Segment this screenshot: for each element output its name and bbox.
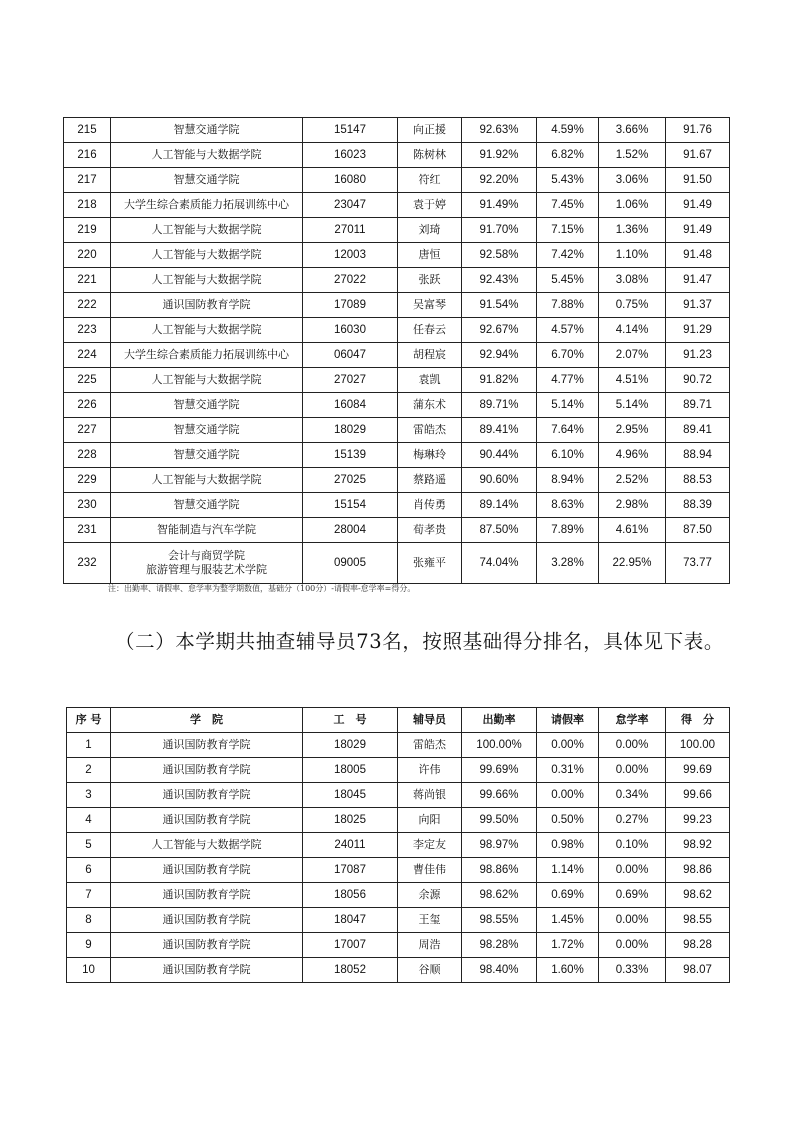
cell-attendance: 91.54% [462, 293, 537, 318]
cell-leave: 8.94% [537, 468, 599, 493]
table-row [67, 883, 730, 908]
cell-college: 通识国防教育学院 [111, 293, 303, 318]
table-row [64, 468, 730, 493]
cell-leave: 6.82% [537, 143, 599, 168]
cell-rank: 228 [64, 443, 111, 468]
cell-id: 18056 [303, 883, 398, 908]
cell-absence: 0.75% [599, 293, 666, 318]
cell-attendance: 98.55% [462, 908, 537, 933]
cell-score: 98.55 [666, 908, 730, 933]
cell-attendance: 98.28% [462, 933, 537, 958]
table-note: 注：出勤率、请假率、怠学率为整学期数值，基础分（100分）-请假率-怠学率=得分。 [108, 584, 416, 593]
header-rank: 序 号 [67, 708, 111, 733]
cell-score: 98.28 [666, 933, 730, 958]
cell-attendance: 92.67% [462, 318, 537, 343]
cell-score: 100.00 [666, 733, 730, 758]
cell-college: 通识国防教育学院 [111, 783, 303, 808]
cell-name: 谷顺 [398, 958, 462, 983]
cell-score: 99.69 [666, 758, 730, 783]
cell-attendance: 91.92% [462, 143, 537, 168]
cell-absence: 0.10% [599, 833, 666, 858]
table-row [67, 958, 730, 983]
table-row [67, 858, 730, 883]
cell-name: 许伟 [398, 758, 462, 783]
cell-score: 98.07 [666, 958, 730, 983]
cell-score: 99.23 [666, 808, 730, 833]
cell-leave: 0.50% [537, 808, 599, 833]
cell-leave: 7.15% [537, 218, 599, 243]
cell-college: 通识国防教育学院 [111, 758, 303, 783]
cell-score: 90.72 [666, 368, 730, 393]
cell-leave: 1.60% [537, 958, 599, 983]
cell-attendance: 91.82% [462, 368, 537, 393]
table-row [67, 808, 730, 833]
cell-leave: 6.10% [537, 443, 599, 468]
cell-leave: 5.14% [537, 393, 599, 418]
cell-name: 李定友 [398, 833, 462, 858]
cell-id: 16030 [303, 318, 398, 343]
cell-college: 通识国防教育学院 [111, 808, 303, 833]
cell-absence: 0.27% [599, 808, 666, 833]
cell-attendance: 89.71% [462, 393, 537, 418]
cell-id: 27011 [303, 218, 398, 243]
table-header-row [67, 708, 730, 733]
cell-id: 18029 [303, 418, 398, 443]
cell-id: 15154 [303, 493, 398, 518]
cell-attendance: 92.58% [462, 243, 537, 268]
cell-leave: 7.88% [537, 293, 599, 318]
cell-name: 蒲东术 [398, 393, 462, 418]
cell-college: 智慧交通学院 [111, 168, 303, 193]
cell-name: 蔡路遥 [398, 468, 462, 493]
cell-absence: 4.61% [599, 518, 666, 543]
cell-attendance: 89.14% [462, 493, 537, 518]
cell-college: 智慧交通学院 [111, 418, 303, 443]
cell-college: 通识国防教育学院 [111, 858, 303, 883]
cell-rank: 227 [64, 418, 111, 443]
cell-name: 周浩 [398, 933, 462, 958]
cell-rank: 223 [64, 318, 111, 343]
cell-attendance: 90.44% [462, 443, 537, 468]
cell-leave: 0.31% [537, 758, 599, 783]
header-absence: 怠学率 [599, 708, 666, 733]
cell-attendance: 92.63% [462, 118, 537, 143]
cell-leave: 4.77% [537, 368, 599, 393]
cell-rank: 5 [67, 833, 111, 858]
cell-leave: 1.14% [537, 858, 599, 883]
table-row [64, 168, 730, 193]
cell-college: 智慧交通学院 [111, 443, 303, 468]
cell-score: 91.47 [666, 268, 730, 293]
cell-attendance: 92.20% [462, 168, 537, 193]
cell-id: 18025 [303, 808, 398, 833]
table-row [67, 733, 730, 758]
cell-name: 余源 [398, 883, 462, 908]
cell-leave: 7.42% [537, 243, 599, 268]
cell-attendance: 99.66% [462, 783, 537, 808]
cell-leave: 6.70% [537, 343, 599, 368]
cell-attendance: 100.00% [462, 733, 537, 758]
table-row [64, 518, 730, 543]
cell-id: 18047 [303, 908, 398, 933]
cell-id: 15147 [303, 118, 398, 143]
cell-score: 91.29 [666, 318, 730, 343]
cell-college: 智慧交通学院 [111, 118, 303, 143]
header-id: 工 号 [303, 708, 398, 733]
cell-id: 18045 [303, 783, 398, 808]
cell-absence: 2.95% [599, 418, 666, 443]
cell-rank: 10 [67, 958, 111, 983]
cell-attendance: 99.50% [462, 808, 537, 833]
cell-college: 通识国防教育学院 [111, 733, 303, 758]
cell-absence: 3.66% [599, 118, 666, 143]
cell-id: 09005 [303, 543, 398, 584]
cell-id: 06047 [303, 343, 398, 368]
table-row [64, 368, 730, 393]
cell-absence: 0.00% [599, 933, 666, 958]
table-row [64, 393, 730, 418]
cell-leave: 0.98% [537, 833, 599, 858]
cell-attendance: 98.86% [462, 858, 537, 883]
cell-name: 荀孝贵 [398, 518, 462, 543]
cell-id: 24011 [303, 833, 398, 858]
cell-name: 张跃 [398, 268, 462, 293]
cell-score: 88.53 [666, 468, 730, 493]
cell-name: 唐恒 [398, 243, 462, 268]
cell-score: 98.62 [666, 883, 730, 908]
cell-leave: 5.45% [537, 268, 599, 293]
cell-college: 人工智能与大数据学院 [111, 468, 303, 493]
section-paragraph: （二）本学期共抽查辅导员73名，按照基础得分排名，具体见下表。 [115, 630, 724, 653]
cell-attendance: 98.40% [462, 958, 537, 983]
cell-leave: 5.43% [537, 168, 599, 193]
cell-college: 通识国防教育学院 [111, 883, 303, 908]
cell-id: 28004 [303, 518, 398, 543]
cell-absence: 0.33% [599, 958, 666, 983]
table-row [64, 118, 730, 143]
cell-rank: 216 [64, 143, 111, 168]
cell-leave: 4.57% [537, 318, 599, 343]
cell-rank: 1 [67, 733, 111, 758]
cell-rank: 224 [64, 343, 111, 368]
header-college: 学 院 [111, 708, 303, 733]
cell-college: 人工智能与大数据学院 [111, 368, 303, 393]
cell-rank: 7 [67, 883, 111, 908]
cell-college: 大学生综合素质能力拓展训练中心 [111, 343, 303, 368]
cell-college: 人工智能与大数据学院 [111, 318, 303, 343]
table-row [67, 758, 730, 783]
cell-absence: 1.10% [599, 243, 666, 268]
header-attendance: 出勤率 [462, 708, 537, 733]
cell-id: 17089 [303, 293, 398, 318]
cell-attendance: 74.04% [462, 543, 537, 584]
cell-leave: 1.72% [537, 933, 599, 958]
cell-name: 胡程宸 [398, 343, 462, 368]
cell-college [111, 543, 303, 584]
cell-score: 91.48 [666, 243, 730, 268]
cell-rank: 221 [64, 268, 111, 293]
cell-absence: 0.00% [599, 858, 666, 883]
cell-rank: 225 [64, 368, 111, 393]
cell-score: 88.94 [666, 443, 730, 468]
table-row [64, 343, 730, 368]
table-row [64, 143, 730, 168]
cell-absence: 1.36% [599, 218, 666, 243]
cell-id: 16080 [303, 168, 398, 193]
cell-rank: 230 [64, 493, 111, 518]
cell-score: 91.23 [666, 343, 730, 368]
cell-id: 17007 [303, 933, 398, 958]
cell-college: 大学生综合素质能力拓展训练中心 [111, 193, 303, 218]
table-row [64, 218, 730, 243]
cell-leave: 0.00% [537, 733, 599, 758]
cell-score: 89.71 [666, 393, 730, 418]
cell-college: 智慧交通学院 [111, 493, 303, 518]
cell-name: 符红 [398, 168, 462, 193]
cell-name: 雷皓杰 [398, 418, 462, 443]
cell-absence: 3.06% [599, 168, 666, 193]
cell-score: 88.39 [666, 493, 730, 518]
cell-score: 91.76 [666, 118, 730, 143]
cell-absence: 2.52% [599, 468, 666, 493]
cell-name: 陈树林 [398, 143, 462, 168]
cell-rank: 231 [64, 518, 111, 543]
cell-rank: 220 [64, 243, 111, 268]
table-row [64, 493, 730, 518]
cell-attendance: 87.50% [462, 518, 537, 543]
cell-id: 16023 [303, 143, 398, 168]
cell-rank: 217 [64, 168, 111, 193]
cell-attendance: 98.62% [462, 883, 537, 908]
cell-name: 雷皓杰 [398, 733, 462, 758]
cell-rank: 232 [64, 543, 111, 584]
cell-id: 23047 [303, 193, 398, 218]
cell-college: 智能制造与汽车学院 [111, 518, 303, 543]
cell-rank: 6 [67, 858, 111, 883]
cell-leave: 3.28% [537, 543, 599, 584]
cell-rank: 3 [67, 783, 111, 808]
cell-college: 人工智能与大数据学院 [111, 268, 303, 293]
cell-leave: 0.69% [537, 883, 599, 908]
cell-rank: 9 [67, 933, 111, 958]
cell-leave: 8.63% [537, 493, 599, 518]
table-row [64, 193, 730, 218]
table-row [64, 543, 730, 584]
cell-attendance: 92.94% [462, 343, 537, 368]
cell-name: 向阳 [398, 808, 462, 833]
cell-college: 人工智能与大数据学院 [111, 243, 303, 268]
table-row [64, 418, 730, 443]
cell-absence: 5.14% [599, 393, 666, 418]
cell-name: 张雍平 [398, 543, 462, 584]
cell-leave: 1.45% [537, 908, 599, 933]
cell-id: 15139 [303, 443, 398, 468]
cell-college: 智慧交通学院 [111, 393, 303, 418]
cell-absence: 4.51% [599, 368, 666, 393]
cell-attendance: 89.41% [462, 418, 537, 443]
table-row [67, 908, 730, 933]
table-row [67, 933, 730, 958]
cell-score: 89.41 [666, 418, 730, 443]
cell-name: 王玺 [398, 908, 462, 933]
cell-college-line1: 会计与商贸学院 [168, 549, 245, 562]
ranking-table-continued [63, 117, 730, 584]
cell-id: 16084 [303, 393, 398, 418]
cell-college-line2: 旅游管理与服装艺术学院 [146, 563, 267, 576]
cell-rank: 226 [64, 393, 111, 418]
cell-college: 通识国防教育学院 [111, 908, 303, 933]
header-leave: 请假率 [537, 708, 599, 733]
cell-absence: 0.00% [599, 908, 666, 933]
cell-rank: 4 [67, 808, 111, 833]
cell-college: 通识国防教育学院 [111, 933, 303, 958]
cell-attendance: 90.60% [462, 468, 537, 493]
cell-score: 91.37 [666, 293, 730, 318]
cell-attendance: 91.70% [462, 218, 537, 243]
cell-score: 91.49 [666, 193, 730, 218]
cell-id: 18029 [303, 733, 398, 758]
counselor-ranking-table [66, 707, 730, 983]
cell-score: 98.86 [666, 858, 730, 883]
cell-college: 人工智能与大数据学院 [111, 833, 303, 858]
cell-name: 任春云 [398, 318, 462, 343]
table-row [64, 293, 730, 318]
table-row [67, 833, 730, 858]
cell-id: 17087 [303, 858, 398, 883]
cell-id: 27022 [303, 268, 398, 293]
cell-name: 肖传勇 [398, 493, 462, 518]
cell-score: 91.49 [666, 218, 730, 243]
cell-absence: 0.69% [599, 883, 666, 908]
ranking-table-body [64, 118, 730, 584]
table-row [64, 243, 730, 268]
cell-leave: 0.00% [537, 783, 599, 808]
cell-rank: 229 [64, 468, 111, 493]
cell-absence: 0.00% [599, 758, 666, 783]
cell-score: 98.92 [666, 833, 730, 858]
cell-leave: 7.89% [537, 518, 599, 543]
cell-rank: 218 [64, 193, 111, 218]
cell-score: 99.66 [666, 783, 730, 808]
cell-college: 人工智能与大数据学院 [111, 143, 303, 168]
cell-score: 73.77 [666, 543, 730, 584]
cell-absence: 1.52% [599, 143, 666, 168]
cell-name: 梅琳玲 [398, 443, 462, 468]
cell-absence: 3.08% [599, 268, 666, 293]
cell-leave: 7.45% [537, 193, 599, 218]
cell-name: 向正援 [398, 118, 462, 143]
cell-name: 刘琦 [398, 218, 462, 243]
table-row [64, 268, 730, 293]
cell-leave: 7.64% [537, 418, 599, 443]
cell-id: 18052 [303, 958, 398, 983]
cell-score: 91.50 [666, 168, 730, 193]
cell-attendance: 91.49% [462, 193, 537, 218]
cell-id: 18005 [303, 758, 398, 783]
cell-name: 曹佳伟 [398, 858, 462, 883]
cell-leave: 4.59% [537, 118, 599, 143]
cell-rank: 8 [67, 908, 111, 933]
counselor-table-body [67, 733, 730, 983]
cell-id: 12003 [303, 243, 398, 268]
table-row [67, 783, 730, 808]
cell-absence: 0.34% [599, 783, 666, 808]
cell-absence: 0.00% [599, 733, 666, 758]
header-counselor: 辅导员 [398, 708, 462, 733]
cell-attendance: 99.69% [462, 758, 537, 783]
table-row [64, 443, 730, 468]
cell-attendance: 98.97% [462, 833, 537, 858]
header-score: 得 分 [666, 708, 730, 733]
cell-college: 人工智能与大数据学院 [111, 218, 303, 243]
cell-absence: 22.95% [599, 543, 666, 584]
cell-absence: 4.96% [599, 443, 666, 468]
cell-name: 袁于婷 [398, 193, 462, 218]
cell-rank: 2 [67, 758, 111, 783]
cell-name: 袁凯 [398, 368, 462, 393]
cell-rank: 219 [64, 218, 111, 243]
cell-absence: 2.07% [599, 343, 666, 368]
cell-id: 27027 [303, 368, 398, 393]
cell-absence: 4.14% [599, 318, 666, 343]
cell-name: 吴富琴 [398, 293, 462, 318]
cell-absence: 1.06% [599, 193, 666, 218]
cell-score: 91.67 [666, 143, 730, 168]
cell-rank: 222 [64, 293, 111, 318]
cell-id: 27025 [303, 468, 398, 493]
cell-attendance: 92.43% [462, 268, 537, 293]
cell-college: 通识国防教育学院 [111, 958, 303, 983]
cell-name: 蒋尚银 [398, 783, 462, 808]
cell-rank: 215 [64, 118, 111, 143]
cell-absence: 2.98% [599, 493, 666, 518]
cell-score: 87.50 [666, 518, 730, 543]
table-row [64, 318, 730, 343]
